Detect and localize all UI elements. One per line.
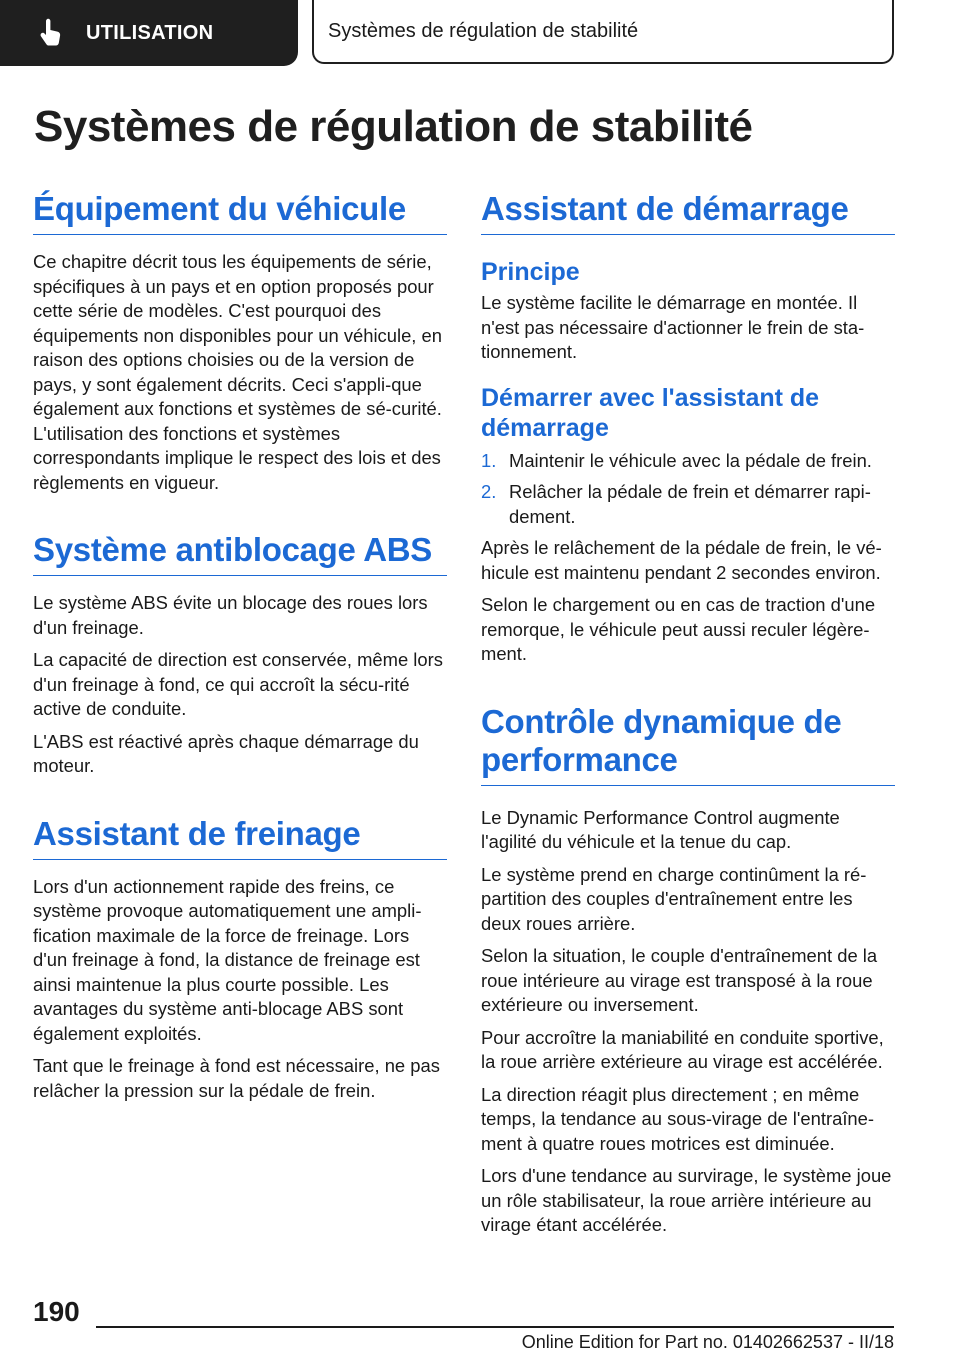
steps-list <box>481 449 895 530</box>
heading-abs: Système antiblocage ABS <box>33 531 447 576</box>
subheading-demarrer: Démarrer avec l'assistant de démarrage <box>481 383 820 442</box>
paragraph: Ce chapitre décrit tous les équipements de série, spécifiques à un pays et en option proposés pour cette série de modèles. C'est pourquoi des équipements non disponibles pour un véhicule, en raison des options choisies ou de la version de pays, y sont également décrits. Ceci s'appli-que également aux fonctions et systèmes de sé-curité. L'utilisation des fonctions et systèmes correspondants implique le respect des lois et des règlements en vigueur. <box>33 251 442 493</box>
section-label: UTILISATION <box>86 22 214 44</box>
step-text: Relâcher la pédale de frein et démarrer rapi-dement. <box>509 481 871 527</box>
paragraph: Le système ABS évite un blocage des roues lors d'un freinage. <box>33 592 428 638</box>
breadcrumb-tab <box>312 0 894 64</box>
paragraph: Le système prend en charge continûment la ré-partition des couples d'entraînement entre les deux roues arrière. <box>481 863 867 934</box>
paragraph: Après le relâchement de la pédale de frein, le vé-hicule est maintenu pendant 2 secondes environ. <box>481 537 882 583</box>
page-number: 190 <box>33 1296 80 1327</box>
page-header <box>0 0 960 66</box>
list-item <box>481 480 895 529</box>
subheading-principe: Principe <box>481 258 580 286</box>
right-column <box>481 190 895 1238</box>
paragraph: Pour accroître la maniabilité en conduite sportive, la roue arrière extérieure au virage est accélérée. <box>481 1026 884 1072</box>
page-title: Systèmes de régulation de stabilité <box>34 102 753 151</box>
breadcrumb: Systèmes de régulation de stabilité <box>328 20 639 42</box>
step-number: 1. <box>481 449 497 471</box>
paragraph: L'ABS est réactivé après chaque démarrage du moteur. <box>33 730 419 776</box>
hand-pointer-icon <box>36 18 66 48</box>
paragraph: Tant que le freinage à fond est nécessaire, ne pas relâcher la pression sur la pédale de frein. <box>33 1055 440 1101</box>
footer-edition: Online Edition for Part no. 01402662537 - II/18 <box>521 1332 894 1352</box>
heading-demarrage: Assistant de démarrage <box>481 190 895 235</box>
paragraph: Le système facilite le démarrage en montée. Il n'est pas nécessaire d'actionner le frein de sta-tionnement. <box>481 292 865 362</box>
paragraph: Selon le chargement ou en cas de traction d'une remorque, le véhicule peut aussi reculer légère-ment. <box>481 594 876 664</box>
step-text: Maintenir le véhicule avec la pédale de frein. <box>509 449 872 471</box>
paragraph: Le Dynamic Performance Control augmente l'agilité du véhicule et la tenue du cap. <box>481 806 840 852</box>
paragraph: La capacité de direction est conservée, même lors d'un freinage à fond, ce qui accroît la sécu-rité active de conduite. <box>33 649 443 719</box>
paragraph: Selon la situation, le couple d'entraînement de la roue intérieure au virage est transposé à la roue extérieure ou inversement. <box>481 945 878 1015</box>
paragraph: Lors d'une tendance au survirage, le système joue un rôle stabilisateur, la roue arrière intérieure au virage étant accélérée. <box>481 1165 892 1235</box>
heading-freinage: Assistant de freinage <box>33 815 447 860</box>
paragraph: Lors d'un actionnement rapide des freins, ce système provoque automatiquement une ampli-fication maximale de la force de freinage. Lors d'un freinage à fond, la distance de freinage est ainsi maintenue la plus courte possible. Les avantages du système anti-blocage ABS sont également exploités. <box>33 875 422 1044</box>
step-number: 2. <box>481 481 497 502</box>
heading-controle-dynamique: Contrôle dynamique de performance <box>481 703 895 786</box>
paragraph: La direction réagit plus directement ; en même temps, la tendance au sous-virage de l'entraîne-ment à quatre roues motrices est diminuée. <box>481 1083 875 1154</box>
list-item <box>481 449 895 474</box>
section-tab <box>0 0 298 66</box>
heading-equipement: Équipement du véhicule <box>33 190 447 235</box>
left-column <box>33 190 447 1103</box>
footer-divider <box>96 1326 894 1328</box>
